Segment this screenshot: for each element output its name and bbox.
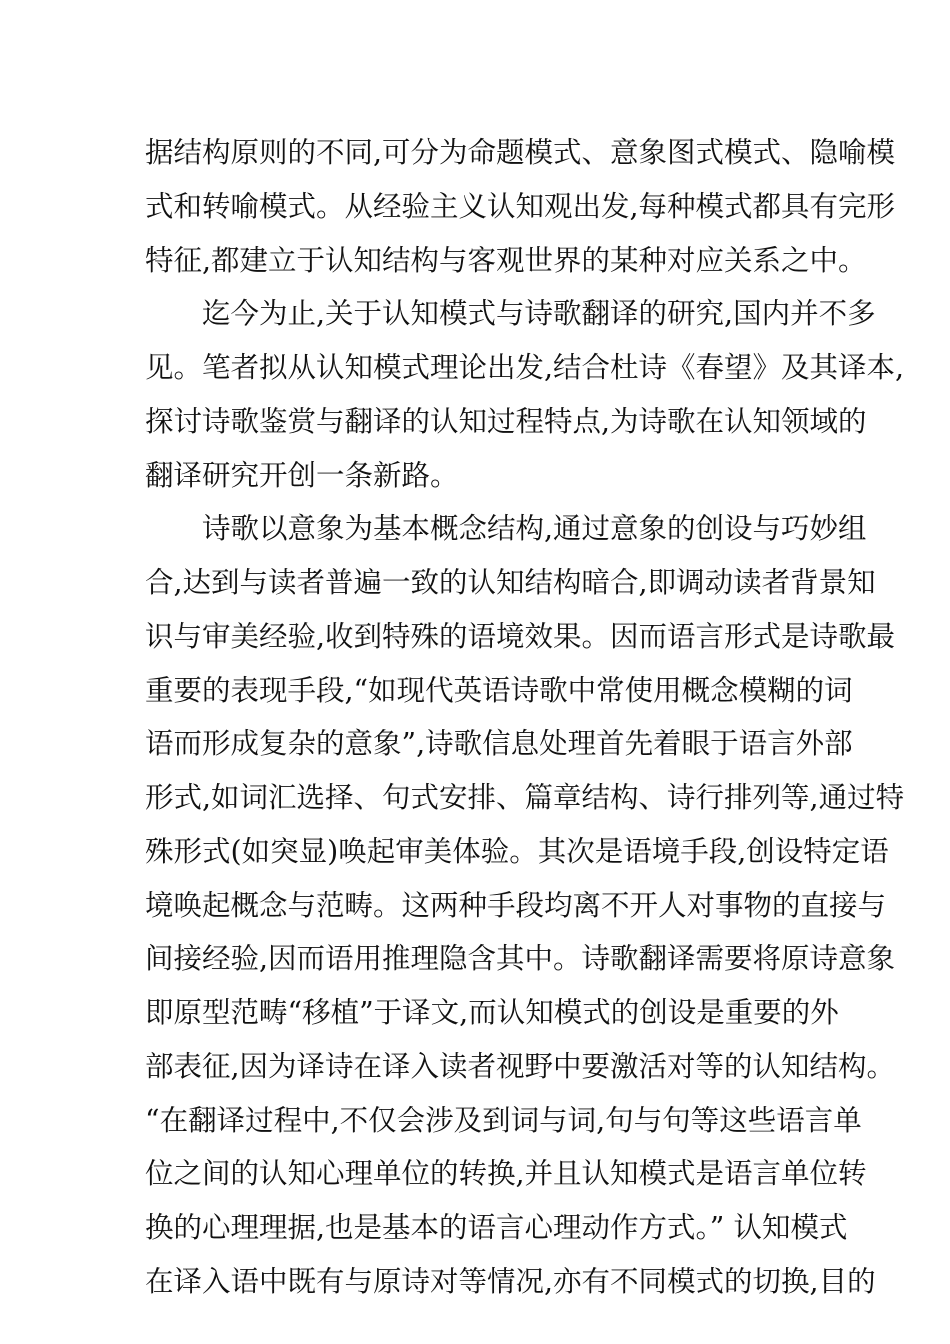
text-line: 在译入语中既有与原诗对等情况,亦有不同模式的切换,目的 — [145, 1264, 876, 1298]
text-line: 殊形式(如突显)唤起审美体验。其次是语境手段,创设特定语 — [145, 834, 889, 868]
paragraph-1 — [145, 126, 896, 287]
body-text — [145, 126, 905, 1309]
text-line: 合,达到与读者普遍一致的认知结构暗合,即调动读者背景知 — [145, 566, 876, 599]
text-line: “在翻译过程中,不仅会涉及到词与词,句与句等这些语言单 — [145, 1103, 862, 1137]
text-line: 见。笔者拟从认知模式理论出发,结合杜诗《春望》及其译本, — [145, 351, 905, 384]
text-line: 语而形成复杂的意象”,诗歌信息处理首先着眼于语言外部 — [145, 727, 853, 761]
text-line: 重要的表现手段,“如现代英语诗歌中常使用概念模糊的词 — [145, 673, 853, 707]
text-line: 式和转喻模式。从经验主义认知观出发,每种模式都具有完形 — [145, 189, 896, 223]
text-line: 特征,都建立于认知结构与客观世界的某种对应关系之中。 — [145, 243, 867, 277]
text-line: 部表征,因为译诗在译入读者视野中要激活对等的认知结构。 — [145, 1049, 896, 1083]
text-line: 形式,如词汇选择、句式安排、篇章结构、诗行排列等,通过特 — [145, 781, 905, 814]
text-line: 据结构原则的不同,可分为命题模式、意象图式模式、隐喻模 — [145, 136, 896, 169]
paragraph-3 — [145, 502, 905, 1308]
paragraph-2 — [145, 287, 905, 502]
text-line: 换的心理理据,也是基本的语言心理动作方式。” 认知模式 — [145, 1211, 848, 1244]
text-line: 识与审美经验,收到特殊的语境效果。因而语言形式是诗歌最 — [145, 619, 896, 653]
text-line: 诗歌以意象为基本概念结构,通过意象的创设与巧妙组 — [202, 512, 867, 546]
text-line: 间接经验,因而语用推理隐含其中。诗歌翻译需要将原诗意象 — [145, 942, 896, 976]
text-line: 探讨诗歌鉴赏与翻译的认知过程特点,为诗歌在认知领域的 — [145, 404, 867, 438]
text-line: 即原型范畴“移植”于译文,而认知模式的创设是重要的外 — [145, 996, 839, 1029]
text-line: 位之间的认知心理单位的转换,并且认知模式是语言单位转 — [145, 1157, 867, 1191]
text-line: 境唤起概念与范畴。这两种手段均离不开人对事物的直接与 — [145, 888, 887, 922]
text-line: 迄今为止,关于认知模式与诗歌翻译的研究,国内并不多 — [202, 297, 876, 331]
text-line: 翻译研究开创一条新路。 — [145, 458, 459, 492]
